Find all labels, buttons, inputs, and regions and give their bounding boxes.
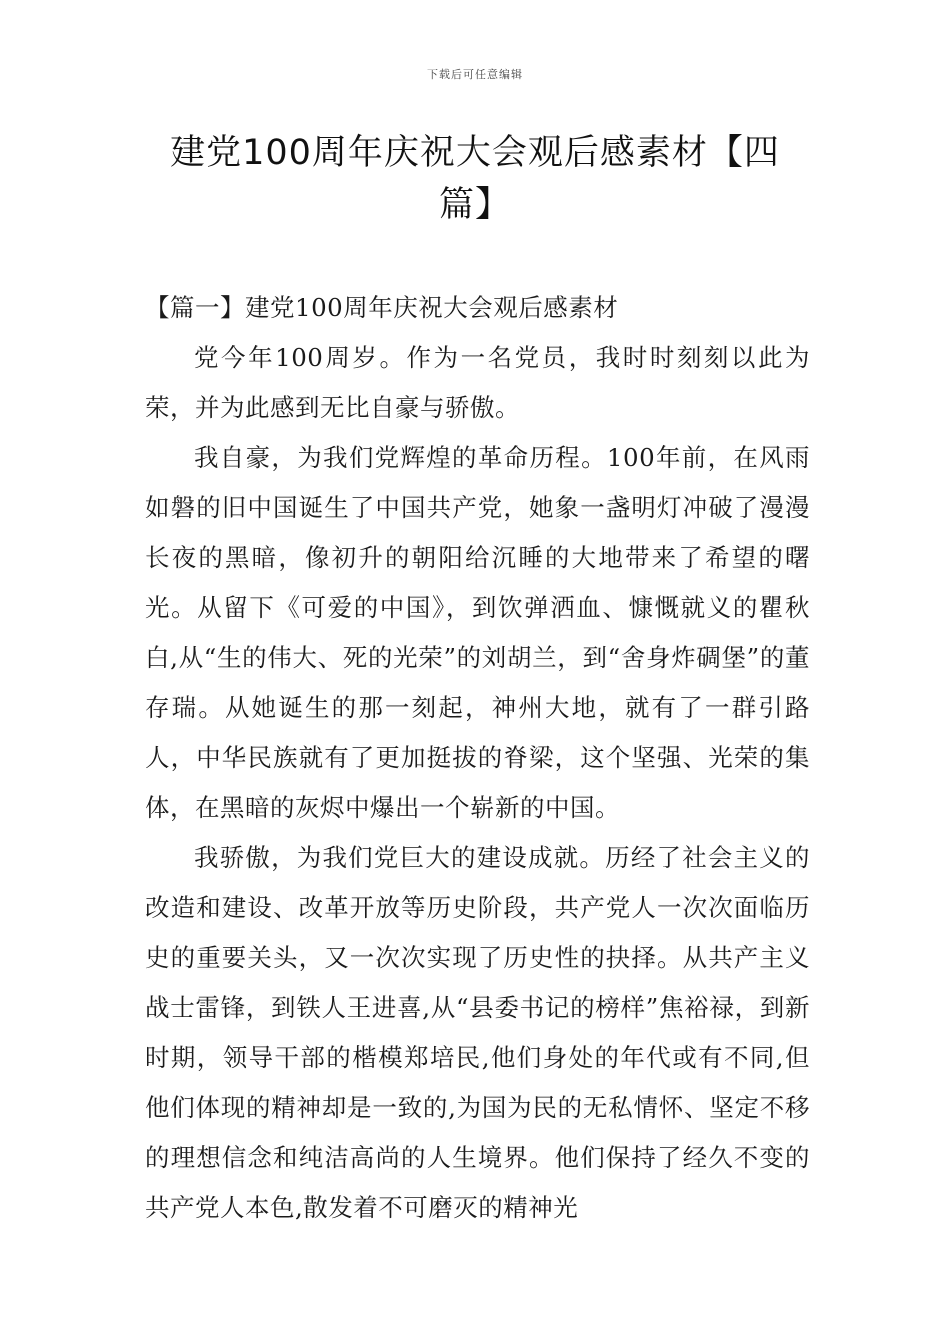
paragraph: 我自豪，为我们党辉煌的革命历程。100年前，在风雨如磐的旧中国诞生了中国共产党，她象一盏明灯冲破了漫漫长夜的黑暗，像初升的朝阳给沉睡的大地带来了希望的曙光。从留下《可爱的中国》，到饮弹洒血、慷慨就义的瞿秋白,从“生的伟大、死的光荣”的刘胡兰，到“舍身炸碉堡”的董存瑞。从她诞生的那一刻起，神州大地，就有了一群引路人，中华民族就有了更加挺拔的脊梁，这个坚强、光荣的集体，在黑暗的灰烬中爆出一个崭新的中国。 bbox=[145, 443, 810, 822]
document-body bbox=[145, 283, 810, 1233]
paragraph: 我骄傲，为我们党巨大的建设成就。历经了社会主义的改造和建设、改革开放等历史阶段，共产党人一次次面临历史的重要关头，又一次次实现了历史性的抉择。从共产主义战士雷锋，到铁人王进喜,从“县委书记的榜样”焦裕禄，到新时期，领导干部的楷模郑培民,他们身处的年代或有不同,但他们体现的精神却是一致的,为国为民的无私情怀、坚定不移的理想信念和纯洁高尚的人生境界。他们保持了经久不变的共产党人本色,散发着不可磨灭的精神光 bbox=[145, 843, 810, 1222]
paragraph: 党今年100周岁。作为一名党员，我时时刻刻以此为荣，并为此感到无比自豪与骄傲。 bbox=[145, 343, 810, 422]
document-title: 建党100周年庆祝大会观后感素材【四篇】 bbox=[170, 133, 780, 225]
section-heading: 【篇一】建党100周年庆祝大会观后感素材 bbox=[145, 293, 619, 322]
header-note: 下载后可任意编辑 bbox=[427, 68, 523, 81]
